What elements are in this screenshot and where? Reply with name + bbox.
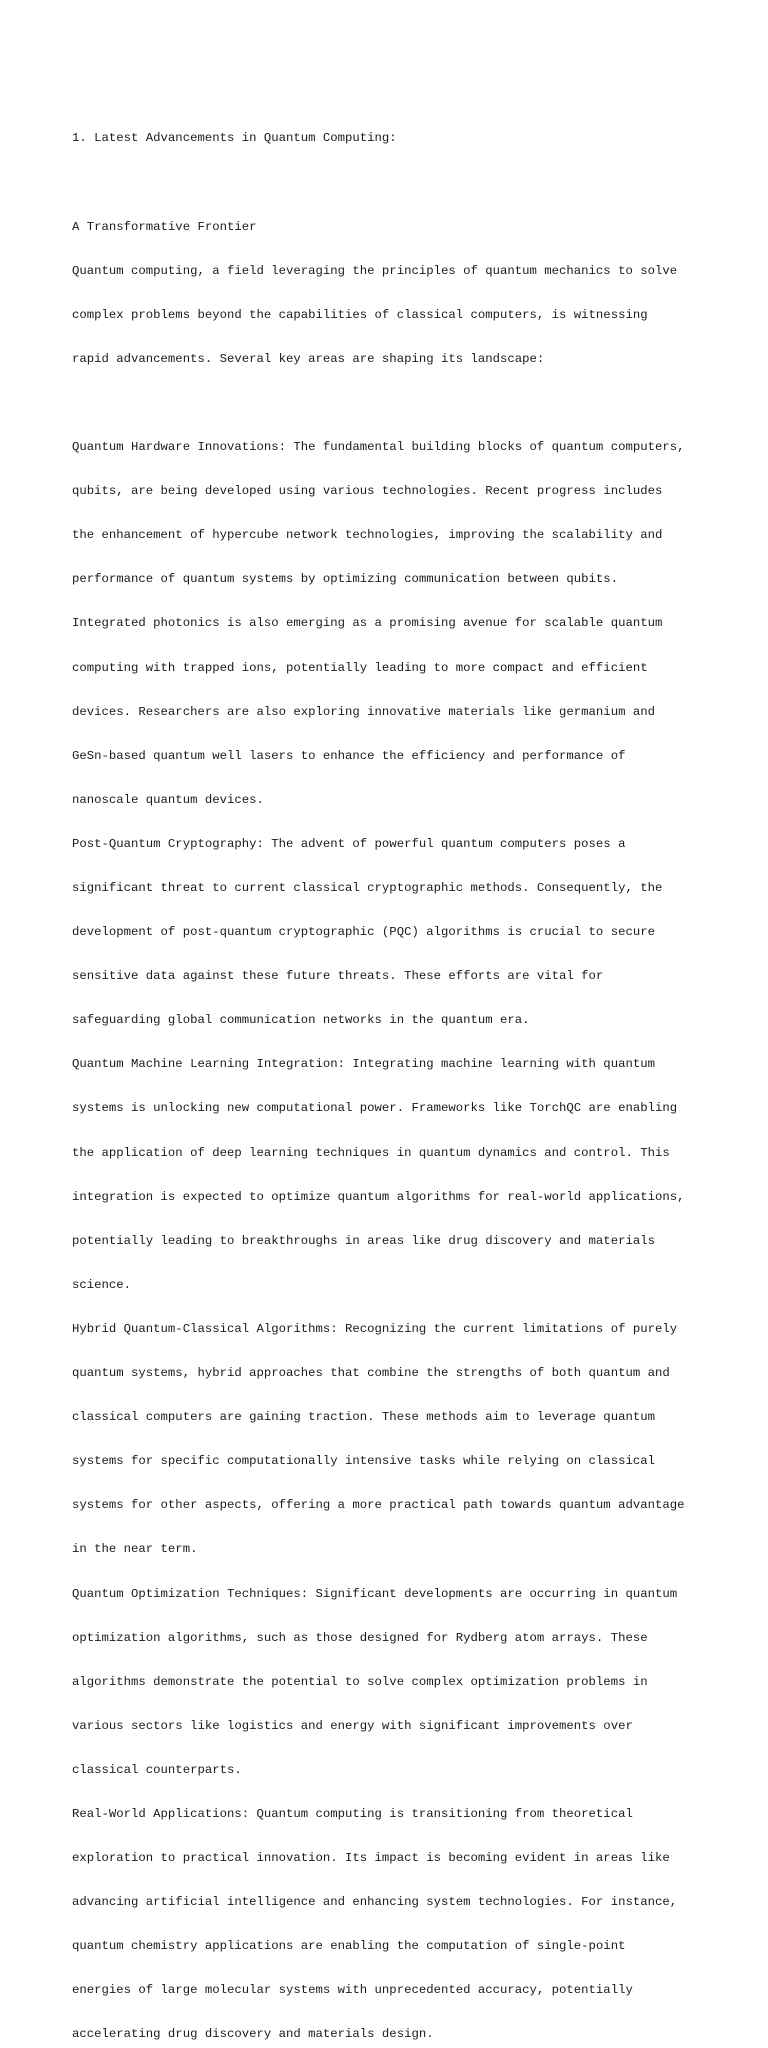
cryptography-paragraph-line: sensitive data against these future threats. These efforts are vital for [72,969,604,984]
hardware-paragraph-line: performance of quantum systems by optimizing communication between qubits. [72,572,619,587]
blank-line [72,396,712,411]
hardware-paragraph-line: GeSn-based quantum well lasers to enhance the efficiency and performance of [72,748,626,763]
intro-line: rapid advancements. Several key areas are shaping its landscape: [72,351,545,366]
hardware-paragraph-line: devices. Researchers are also exploring innovative materials like germanium and [72,704,655,719]
cryptography-paragraph-line: Post-Quantum Cryptography: The advent of powerful quantum computers poses a [72,836,626,851]
optimization-paragraph-line: algorithms demonstrate the potential to solve complex optimization problems in [72,1674,648,1689]
hybrid-paragraph-line: in the near term. [72,1542,198,1557]
optimization-paragraph-line: classical counterparts. [72,1762,242,1777]
hardware-paragraph-line: Quantum Hardware Innovations: The fundamental building blocks of quantum computers, [72,440,685,455]
hardware-paragraph-line: nanoscale quantum devices. [72,792,264,807]
hardware-paragraph-line: qubits, are being developed using various technologies. Recent progress includes [72,484,663,499]
machine-learning-paragraph-line: the application of deep learning techniques in quantum dynamics and control. This [72,1145,670,1160]
hybrid-paragraph-line: systems for specific computationally intensive tasks while relying on classical [72,1454,655,1469]
optimization-paragraph-line: optimization algorithms, such as those designed for Rydberg atom arrays. These [72,1630,648,1645]
machine-learning-paragraph-line: potentially leading to breakthroughs in areas like drug discovery and materials [72,1233,655,1248]
applications-paragraph-line: advancing artificial intelligence and enhancing system technologies. For instance, [72,1895,678,1910]
hybrid-paragraph-line: systems for other aspects, offering a more practical path towards quantum advantage [72,1498,685,1513]
applications-paragraph-line: quantum chemistry applications are enabling the computation of single-point [72,1939,626,1954]
blank-line [72,176,712,191]
intro-line: complex problems beyond the capabilities of classical computers, is witnessing [72,307,648,322]
cryptography-paragraph-line: development of post-quantum cryptographic (PQC) algorithms is crucial to secure [72,925,655,940]
hybrid-paragraph-line: classical computers are gaining traction. These methods aim to leverage quantum [72,1410,655,1425]
section-heading: 1. Latest Advancements in Quantum Computing: [72,131,397,146]
cryptography-paragraph-line: safeguarding global communication networks in the quantum era. [72,1013,530,1028]
hardware-paragraph-line: computing with trapped ions, potentially leading to more compact and efficient [72,660,648,675]
hardware-paragraph-line: the enhancement of hypercube network technologies, improving the scalability and [72,528,663,543]
subtitle: A Transformative Frontier [72,219,257,234]
applications-paragraph-line: accelerating drug discovery and materials design. [72,2027,434,2042]
hybrid-paragraph-line: quantum systems, hybrid approaches that combine the strengths of both quantum and [72,1366,670,1381]
cryptography-paragraph-line: significant threat to current classical cryptographic methods. Consequently, the [72,881,663,895]
machine-learning-paragraph-line: systems is unlocking new computational power. Frameworks like TorchQC are enabling [72,1101,678,1116]
applications-paragraph-line: Real-World Applications: Quantum computing is transitioning from theoretical [72,1806,633,1821]
hardware-paragraph-line: Integrated photonics is also emerging as a promising avenue for scalable quantum [72,616,663,631]
machine-learning-paragraph-line: integration is expected to optimize quantum algorithms for real-world applications, [72,1189,685,1204]
applications-paragraph-line: energies of large molecular systems with unprecedented accuracy, potentially [72,1983,633,1998]
machine-learning-paragraph-line: science. [72,1277,132,1292]
optimization-paragraph-line: various sectors like logistics and energy with significant improvements over [72,1718,633,1733]
intro-line: Quantum computing, a field leveraging the principles of quantum mechanics to solve [72,263,678,278]
document-body [72,102,712,2048]
optimization-paragraph-line: Quantum Optimization Techniques: Significant developments are occurring in quantum [72,1586,678,1601]
applications-paragraph-line: exploration to practical innovation. Its impact is becoming evident in areas like [72,1851,670,1866]
machine-learning-paragraph-line: Quantum Machine Learning Integration: Integrating machine learning with quantum [72,1057,655,1072]
hybrid-paragraph-line: Hybrid Quantum-Classical Algorithms: Recognizing the current limitations of purely [72,1321,678,1336]
